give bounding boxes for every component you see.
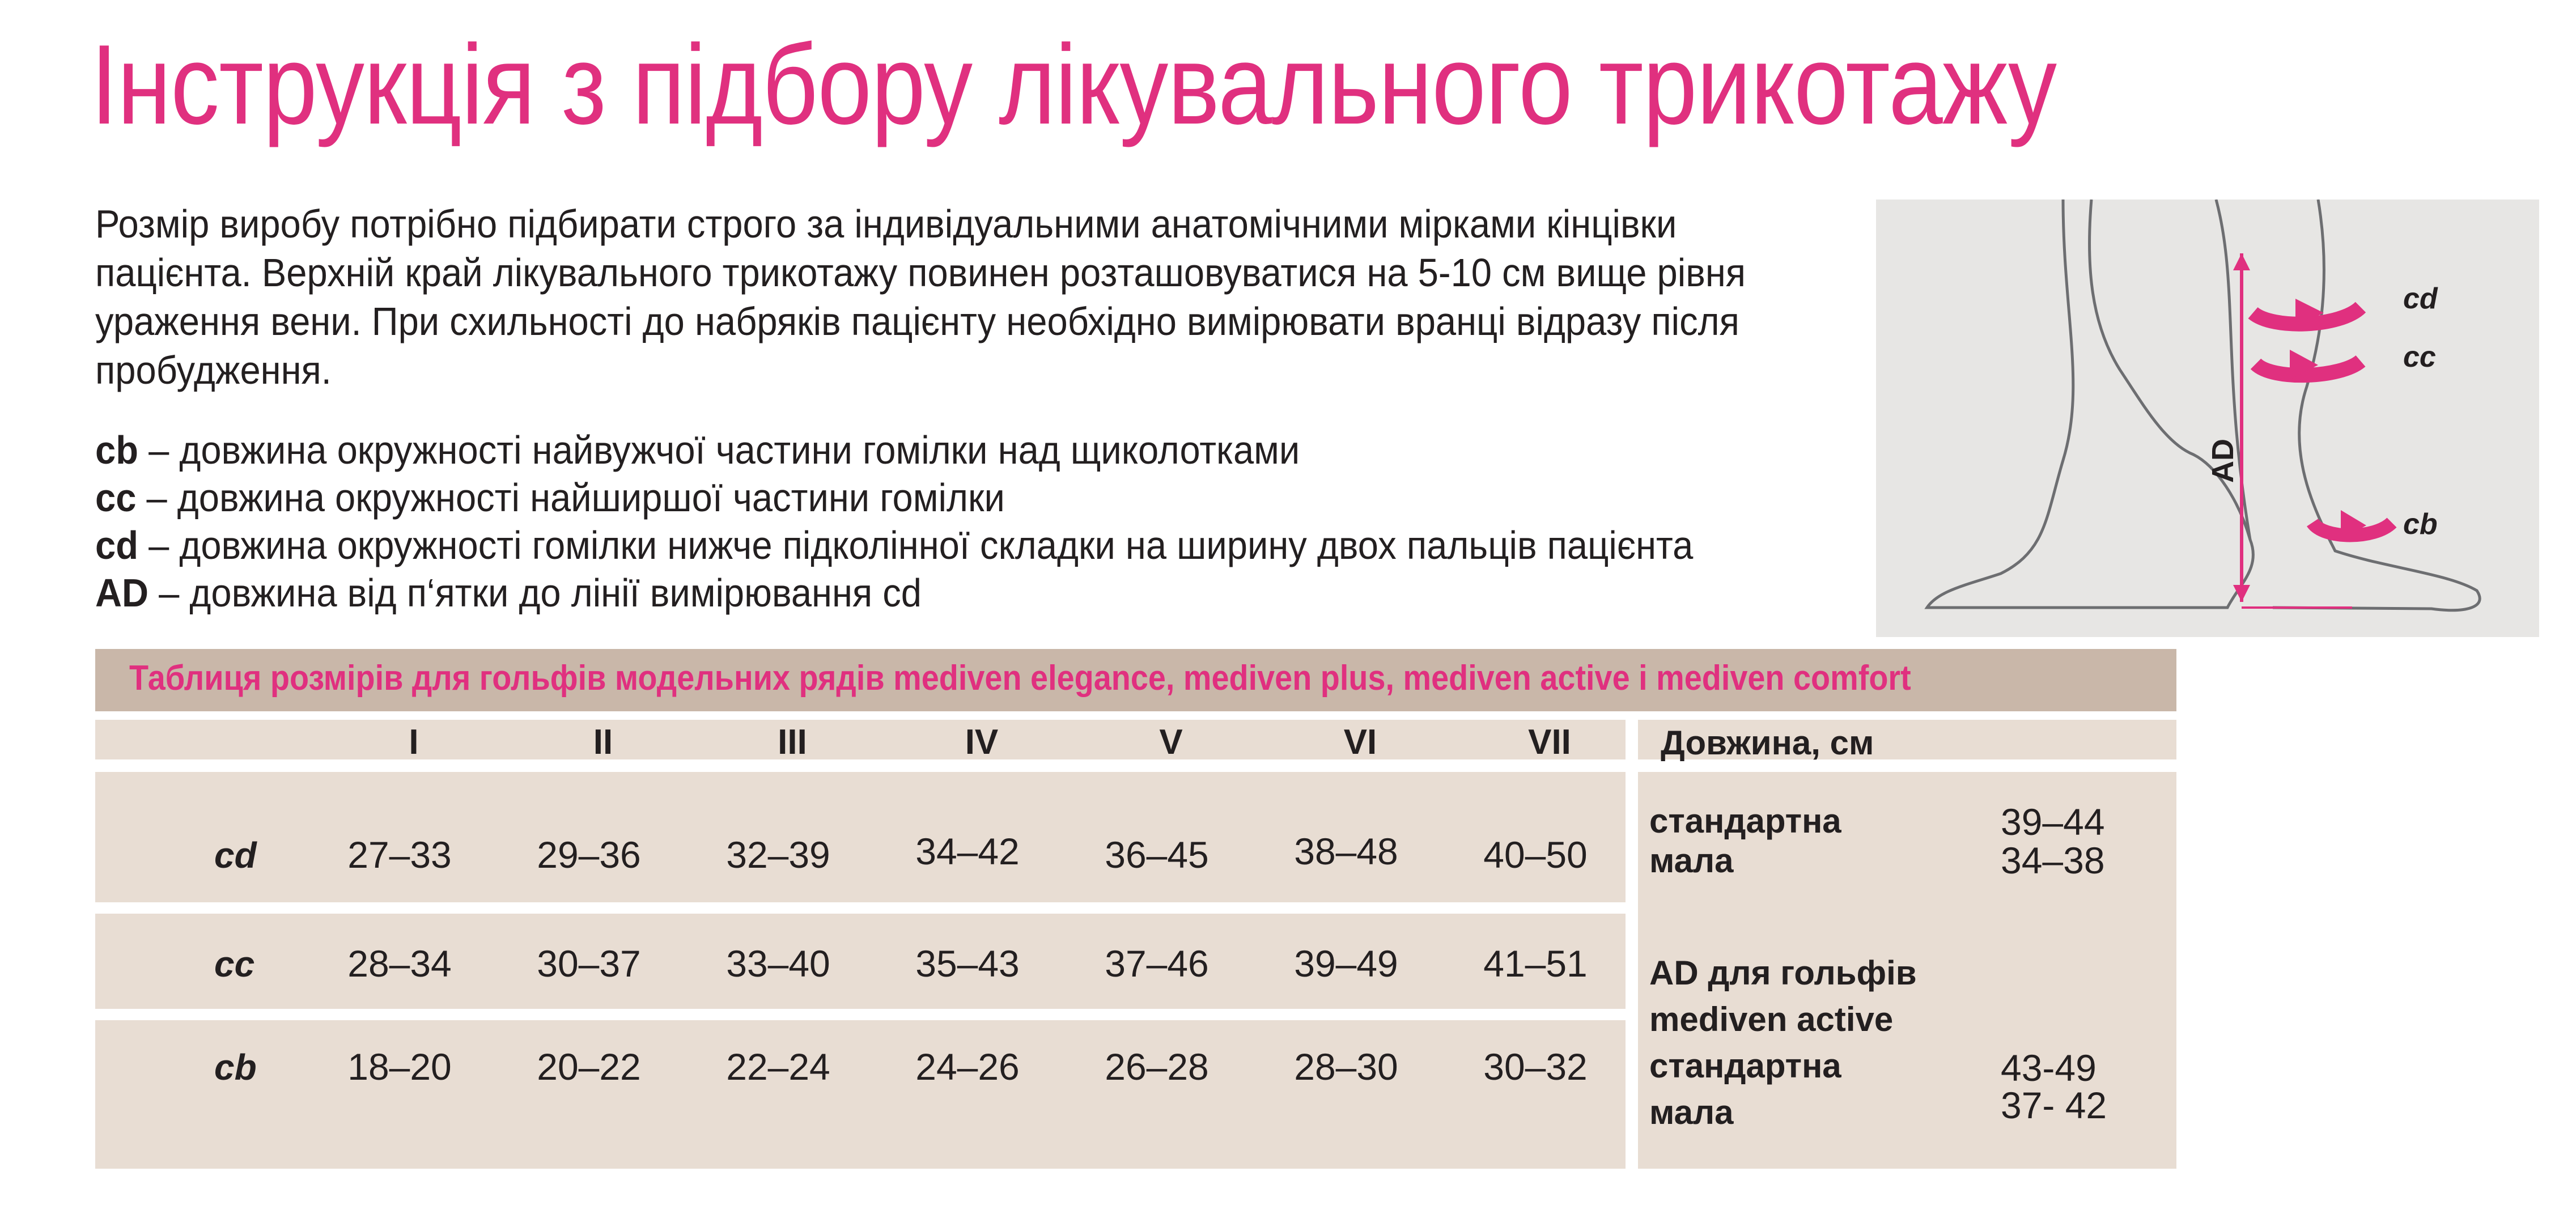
size-value: 36–45 [1105, 834, 1209, 876]
length-small-value: 34–38 [2001, 839, 2105, 881]
size-header: VII [1528, 723, 1571, 762]
size-value: 35–43 [915, 943, 1020, 984]
size-value: 34–42 [915, 830, 1020, 872]
intro-line: Розмір виробу потрібно підбирати строго за індивідуальними анатомічними мірками кінцівки [95, 202, 1677, 246]
definition-separator: – [138, 523, 180, 567]
ad-small-label: мала [1649, 1093, 1734, 1131]
intro-paragraph [95, 200, 1887, 394]
size-value: 38–48 [1294, 830, 1398, 872]
definition-text: довжина від п‘ятки до лінії вимірювання cd [189, 571, 922, 615]
leg-back-outline [2273, 200, 2480, 610]
figure-label-cd: cd [2403, 282, 2438, 315]
table-caption-bar [95, 649, 2176, 711]
size-value: 33–40 [726, 943, 830, 984]
row-label: cc [214, 944, 255, 984]
page-title: Інструкція з підбору лікувального трикотажу [91, 22, 2057, 148]
size-header: I [409, 723, 419, 762]
length-header-cell [1638, 720, 2176, 762]
definition-term: cc [95, 476, 137, 520]
size-value: 28–34 [347, 943, 452, 984]
size-value: 37–46 [1105, 943, 1209, 984]
definition-separator: – [136, 476, 177, 520]
figure-label-cb: cb [2403, 508, 2438, 541]
intro-line: пробудження. [95, 348, 332, 392]
figure-label-cc: cc [2403, 341, 2436, 374]
leg-illustration [1876, 200, 2539, 637]
size-value: 28–30 [1294, 1046, 1398, 1088]
definition-text: довжина окружності найвужчої частини гомілки над щиколотками [179, 428, 1300, 472]
figure-label-ad: AD [2206, 439, 2240, 483]
definition-separator: – [148, 571, 190, 615]
size-header: IV [965, 723, 999, 762]
definition-row [95, 521, 1693, 569]
table-row [95, 1020, 1626, 1169]
leg-measurement-figure [1876, 200, 2539, 637]
ad-standard-label: стандартна [1649, 1047, 1841, 1085]
size-value: 30–32 [1483, 1046, 1588, 1088]
size-value: 26–28 [1105, 1046, 1209, 1088]
intro-line: ураження вени. При схильності до набряків пацієнту необхідно вимірювати вранці відразу після [95, 299, 1739, 343]
definition-row [95, 569, 1693, 617]
size-value: 18–20 [347, 1046, 452, 1088]
definition-text: довжина окружності гомілки нижче підколінної складки на ширину двох пальців пацієнта [179, 523, 1694, 567]
size-value: 32–39 [726, 834, 830, 876]
definition-separator: – [138, 428, 180, 472]
ad-arrow-top [2233, 253, 2250, 270]
definition-row [95, 474, 1693, 521]
size-value: 27–33 [347, 834, 452, 876]
definition-term: AD [95, 571, 149, 615]
size-value: 40–50 [1483, 834, 1588, 876]
row-label: cd [214, 835, 257, 876]
definitions-list [95, 426, 1814, 617]
definition-term: cd [95, 523, 138, 567]
size-header: V [1159, 723, 1183, 762]
size-value: 22–24 [726, 1046, 830, 1088]
ad-title: AD для гольфів [1649, 954, 1917, 992]
size-value: 29–36 [537, 834, 641, 876]
intro-line: пацієнта. Верхній край лікувального трикотажу повинен розташовуватися на 5-10 см вище рівня [95, 251, 1746, 295]
size-value: 24–26 [915, 1046, 1020, 1088]
length-standard-label: стандартна [1649, 802, 1841, 840]
size-header-row [95, 720, 1626, 762]
size-value: 20–22 [537, 1046, 641, 1088]
ad-small-value: 37- 42 [2001, 1084, 2107, 1126]
length-column [1638, 772, 2176, 1169]
size-header: III [778, 723, 807, 762]
size-value: 39–49 [1294, 943, 1398, 984]
table-row [95, 772, 1626, 902]
size-value: 41–51 [1483, 943, 1588, 984]
row-label: cb [214, 1047, 257, 1088]
size-value: 30–37 [537, 943, 641, 984]
table-row [95, 914, 1626, 1009]
size-header: II [593, 723, 613, 762]
table-caption: Таблиця розмірів для гольфів модельних рядів mediven elegance, mediven plus, mediven active і mediven comfort [129, 659, 1911, 698]
length-standard-value: 39–44 [2001, 801, 2105, 843]
definition-text: довжина окружності найширшої частини гомілки [177, 476, 1005, 520]
definition-term: cb [95, 428, 138, 472]
size-header: VI [1343, 723, 1377, 762]
length-header: Довжина, см [1661, 724, 1874, 762]
shin-line [2216, 200, 2250, 540]
ad-subtitle: mediven active [1649, 1000, 1894, 1038]
length-small-label: мала [1649, 842, 1734, 880]
leg-outline [1927, 200, 2253, 608]
ad-standard-value: 43-49 [2001, 1047, 2097, 1089]
definition-row [95, 426, 1693, 474]
